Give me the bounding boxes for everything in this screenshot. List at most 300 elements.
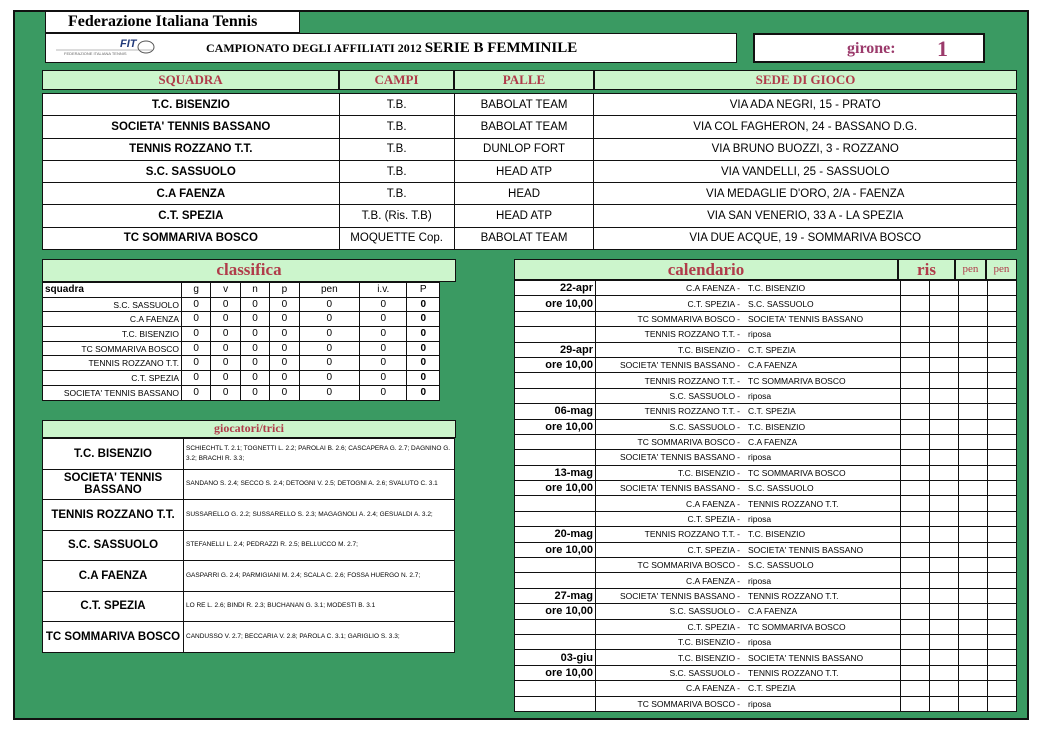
- giocatori-row: [43, 561, 455, 592]
- classifica-value: 0: [240, 371, 269, 386]
- match-result-2: [930, 573, 959, 588]
- match-pen-1: [959, 481, 988, 496]
- classifica-value: 0: [270, 385, 299, 400]
- match-home-team: TC SOMMARIVA BOSCO: [637, 437, 736, 448]
- classifica-value: 0: [360, 385, 407, 400]
- classifica-value: 0: [360, 312, 407, 327]
- calendario-row: [515, 373, 1017, 388]
- classifica-value: 0: [270, 371, 299, 386]
- match-away: S.C. SASSUOLO: [746, 296, 901, 311]
- classifica-section: [42, 259, 456, 407]
- match-home: [596, 588, 747, 603]
- match-pen-1: [959, 696, 988, 711]
- classifica-row: [43, 371, 440, 386]
- match-pen-2: [988, 311, 1017, 326]
- classifica-value: 0: [182, 297, 211, 312]
- girone-value: 1: [937, 36, 948, 61]
- match-date: [515, 573, 596, 588]
- match-home-team: SOCIETA' TENNIS BASSANO: [620, 360, 736, 371]
- match-result-2: [930, 634, 959, 649]
- team-row: [43, 116, 1017, 138]
- match-away: TC SOMMARIVA BOSCO: [746, 373, 901, 388]
- match-separator: -: [737, 514, 740, 525]
- match-date: [515, 450, 596, 465]
- team-palle: BABOLAT TEAM: [454, 227, 594, 249]
- match-result-2: [930, 511, 959, 526]
- classifica-value: 0: [299, 371, 359, 386]
- header-palle: PALLE: [454, 70, 594, 90]
- calendario-row: [515, 296, 1017, 311]
- giocatori-row: [43, 530, 455, 561]
- match-result-2: [930, 388, 959, 403]
- giocatori-row: [43, 500, 455, 531]
- match-pen-2: [988, 357, 1017, 372]
- classifica-value: 0: [211, 312, 240, 327]
- federation-title: Federazione Italiana Tennis: [45, 11, 300, 33]
- match-result-1: [901, 311, 930, 326]
- match-away: C.T. SPEZIA: [746, 342, 901, 357]
- match-pen-1: [959, 281, 988, 296]
- calendario-row: [515, 542, 1017, 557]
- girone-box: [753, 33, 985, 63]
- classifica-col-header: n: [240, 283, 269, 298]
- match-separator: -: [737, 283, 740, 294]
- match-pen-1: [959, 342, 988, 357]
- team-campi: T.B.: [339, 160, 454, 182]
- match-result-1: [901, 573, 930, 588]
- match-separator: -: [737, 637, 740, 648]
- classifica-col-header: v: [211, 283, 240, 298]
- calendario-row: [515, 281, 1017, 296]
- match-home: [596, 542, 747, 557]
- match-pen-2: [988, 619, 1017, 634]
- giocatori-team: TC SOMMARIVA BOSCO: [43, 622, 184, 653]
- match-result-1: [901, 588, 930, 603]
- match-date: ore 10,00: [515, 542, 596, 557]
- team-name: T.C. BISENZIO: [43, 94, 340, 116]
- classifica-value: 0: [240, 356, 269, 371]
- calendario-row: [515, 527, 1017, 542]
- match-date: [515, 327, 596, 342]
- match-date: [515, 388, 596, 403]
- match-result-2: [930, 588, 959, 603]
- match-away: TENNIS ROZZANO T.T.: [746, 665, 901, 680]
- team-row: [43, 183, 1017, 205]
- match-result-1: [901, 681, 930, 696]
- calendario-row: [515, 327, 1017, 342]
- classifica-value: 0: [360, 341, 407, 356]
- match-pen-2: [988, 481, 1017, 496]
- classifica-value: 0: [360, 371, 407, 386]
- match-result-1: [901, 296, 930, 311]
- match-home-team: T.C. BISENZIO: [678, 467, 736, 478]
- classifica-col-header: p: [270, 283, 299, 298]
- calendario-row: [515, 465, 1017, 480]
- match-home-team: TC SOMMARIVA BOSCO: [637, 313, 736, 324]
- classifica-value: 0: [182, 371, 211, 386]
- match-result-2: [930, 527, 959, 542]
- giocatori-row: [43, 591, 455, 622]
- giocatori-players: SUSSARELLO G. 2.2; SUSSARELLO S. 2.3; MAGAGNOLI A. 2.4; GESUALDI A. 3.2;: [184, 500, 455, 531]
- classifica-value: 0: [240, 312, 269, 327]
- team-sede: VIA BRUNO BUOZZI, 3 - ROZZANO: [594, 138, 1017, 160]
- team-palle: HEAD ATP: [454, 205, 594, 227]
- match-pen-2: [988, 681, 1017, 696]
- match-date: 29-apr: [515, 342, 596, 357]
- match-result-1: [901, 373, 930, 388]
- team-campi: T.B.: [339, 116, 454, 138]
- match-home: [596, 634, 747, 649]
- classifica-team: S.C. SASSUOLO: [43, 297, 182, 312]
- calendario-section: [514, 259, 1017, 712]
- classifica-title: classifica: [42, 259, 456, 282]
- match-pen-1: [959, 527, 988, 542]
- match-home-team: S.C. SASSUOLO: [669, 667, 736, 678]
- match-date: [515, 558, 596, 573]
- giocatori-players: GASPARRI G. 2.4; PARMIGIANI M. 2.4; SCALA C. 2.6; FOSSA HUERGO N. 2.7;: [184, 561, 455, 592]
- match-home: [596, 404, 747, 419]
- match-away: T.C. BISENZIO: [746, 527, 901, 542]
- match-home-team: SOCIETA' TENNIS BASSANO: [620, 483, 736, 494]
- match-home-team: T.C. BISENZIO: [678, 637, 736, 648]
- match-separator: -: [737, 606, 740, 617]
- match-pen-2: [988, 327, 1017, 342]
- calendario-row: [515, 558, 1017, 573]
- match-home: [596, 388, 747, 403]
- classifica-value: 0: [211, 341, 240, 356]
- calendario-header: [514, 259, 1017, 280]
- calendario-row: [515, 357, 1017, 372]
- giocatori-team: SOCIETA' TENNIS BASSANO: [43, 469, 184, 500]
- match-separator: -: [737, 298, 740, 309]
- classifica-value: 0: [240, 297, 269, 312]
- match-pen-1: [959, 404, 988, 419]
- match-home-team: TC SOMMARIVA BOSCO: [637, 560, 736, 571]
- match-separator: -: [737, 344, 740, 355]
- match-home: [596, 311, 747, 326]
- match-date: [515, 434, 596, 449]
- match-pen-2: [988, 404, 1017, 419]
- match-result-2: [930, 650, 959, 665]
- match-separator: -: [737, 652, 740, 663]
- calendario-row: [515, 434, 1017, 449]
- match-home-team: C.T. SPEZIA: [687, 514, 736, 525]
- team-sede: VIA SAN VENERIO, 33 A - LA SPEZIA: [594, 205, 1017, 227]
- match-home: [596, 481, 747, 496]
- team-campi: T.B.: [339, 183, 454, 205]
- calendario-row: [515, 481, 1017, 496]
- team-campi: T.B.: [339, 94, 454, 116]
- team-palle: HEAD ATP: [454, 160, 594, 182]
- calendario-row: [515, 681, 1017, 696]
- classifica-row: [43, 297, 440, 312]
- classifica-value: 0: [211, 371, 240, 386]
- match-result-1: [901, 511, 930, 526]
- match-result-2: [930, 342, 959, 357]
- giocatori-players: CANDUSSO V. 2.7; BECCARIA V. 2.8; PAROLA C. 3.1; GARIGLIO S. 3.3;: [184, 622, 455, 653]
- match-pen-2: [988, 542, 1017, 557]
- match-pen-2: [988, 388, 1017, 403]
- calendario-row: [515, 619, 1017, 634]
- match-home: [596, 681, 747, 696]
- classifica-team: TC SOMMARIVA BOSCO: [43, 341, 182, 356]
- match-home-team: TENNIS ROZZANO T.T.: [644, 375, 736, 386]
- match-away: C.A FAENZA: [746, 357, 901, 372]
- match-pen-1: [959, 573, 988, 588]
- pen-header-2: pen: [986, 259, 1017, 280]
- match-home: [596, 573, 747, 588]
- calendario-row: [515, 511, 1017, 526]
- match-pen-2: [988, 373, 1017, 388]
- match-result-2: [930, 558, 959, 573]
- match-result-1: [901, 404, 930, 419]
- calendario-row: [515, 665, 1017, 680]
- match-away: SOCIETA' TENNIS BASSANO: [746, 650, 901, 665]
- calendario-row: [515, 419, 1017, 434]
- giocatori-players: SANDANO S. 2.4; SECCO S. 2.4; DETOGNI V. 2.5; DETOGNI A. 2.6; SVALUTO C. 3.1: [184, 469, 455, 500]
- match-home: [596, 327, 747, 342]
- classifica-col-header: g: [182, 283, 211, 298]
- match-date: [515, 634, 596, 649]
- calendario-row: [515, 342, 1017, 357]
- match-pen-2: [988, 296, 1017, 311]
- match-result-2: [930, 450, 959, 465]
- championship-prefix: CAMPIONATO DEGLI AFFILIATI 2012: [206, 41, 422, 55]
- classifica-row: [43, 341, 440, 356]
- match-pen-1: [959, 357, 988, 372]
- match-result-1: [901, 465, 930, 480]
- match-date: [515, 696, 596, 711]
- match-date: ore 10,00: [515, 665, 596, 680]
- classifica-value: 0: [407, 356, 440, 371]
- giocatori-row: [43, 622, 455, 653]
- team-campi: MOQUETTE Cop.: [339, 227, 454, 249]
- match-home-team: T.C. BISENZIO: [678, 344, 736, 355]
- match-result-2: [930, 419, 959, 434]
- match-separator: -: [737, 544, 740, 555]
- match-result-2: [930, 604, 959, 619]
- classifica-value: 0: [299, 327, 359, 342]
- team-palle: HEAD: [454, 183, 594, 205]
- giocatori-team: T.C. BISENZIO: [43, 439, 184, 470]
- match-separator: -: [737, 591, 740, 601]
- calendario-row: [515, 604, 1017, 619]
- championship-header: [45, 33, 737, 63]
- classifica-value: 0: [360, 297, 407, 312]
- match-result-1: [901, 665, 930, 680]
- classifica-value: 0: [270, 327, 299, 342]
- giocatori-row: [43, 469, 455, 500]
- pen-header-1: pen: [955, 259, 986, 280]
- match-pen-1: [959, 542, 988, 557]
- match-pen-2: [988, 650, 1017, 665]
- giocatori-section: [42, 420, 456, 653]
- match-separator: -: [737, 575, 740, 586]
- match-home: [596, 419, 747, 434]
- match-pen-2: [988, 465, 1017, 480]
- match-date: [515, 373, 596, 388]
- match-result-1: [901, 496, 930, 511]
- classifica-value: 0: [360, 356, 407, 371]
- match-pen-2: [988, 419, 1017, 434]
- match-separator: -: [737, 406, 740, 417]
- match-date: ore 10,00: [515, 357, 596, 372]
- match-home-team: C.T. SPEZIA: [687, 621, 736, 632]
- match-result-2: [930, 465, 959, 480]
- logo-caption: FEDERAZIONE ITALIANA TENNIS: [64, 51, 127, 56]
- match-pen-2: [988, 281, 1017, 296]
- giocatori-team: C.T. SPEZIA: [43, 591, 184, 622]
- match-date: [515, 619, 596, 634]
- match-home-team: TENNIS ROZZANO T.T.: [644, 406, 736, 417]
- team-palle: BABOLAT TEAM: [454, 116, 594, 138]
- match-pen-1: [959, 681, 988, 696]
- match-home: [596, 558, 747, 573]
- giocatori-team: S.C. SASSUOLO: [43, 530, 184, 561]
- match-home: [596, 496, 747, 511]
- match-pen-1: [959, 450, 988, 465]
- classifica-value: 0: [407, 341, 440, 356]
- match-result-2: [930, 434, 959, 449]
- match-pen-2: [988, 434, 1017, 449]
- classifica-team: C.A FAENZA: [43, 312, 182, 327]
- match-result-2: [930, 327, 959, 342]
- classifica-team: T.C. BISENZIO: [43, 327, 182, 342]
- classifica-row: [43, 312, 440, 327]
- classifica-value: 0: [182, 327, 211, 342]
- match-pen-2: [988, 450, 1017, 465]
- match-home-team: C.A FAENZA: [686, 575, 736, 586]
- match-pen-1: [959, 665, 988, 680]
- classifica-value: 0: [407, 371, 440, 386]
- ris-header: ris: [898, 259, 955, 280]
- match-result-1: [901, 527, 930, 542]
- team-name: C.T. SPEZIA: [43, 205, 340, 227]
- match-date: 27-mag: [515, 588, 596, 603]
- match-away: C.A FAENZA: [746, 434, 901, 449]
- match-away: C.T. SPEZIA: [746, 681, 901, 696]
- match-pen-1: [959, 511, 988, 526]
- match-result-1: [901, 542, 930, 557]
- classifica-value: 0: [299, 356, 359, 371]
- match-result-2: [930, 696, 959, 711]
- classifica-value: 0: [299, 341, 359, 356]
- match-date: 20-mag: [515, 527, 596, 542]
- team-campi: T.B. (Ris. T.B): [339, 205, 454, 227]
- classifica-team: TENNIS ROZZANO T.T.: [43, 356, 182, 371]
- classifica-col-header: i.v.: [360, 283, 407, 298]
- calendario-row: [515, 311, 1017, 326]
- match-away: SOCIETA' TENNIS BASSANO: [746, 311, 901, 326]
- match-separator: -: [737, 698, 740, 709]
- match-separator: -: [737, 437, 740, 448]
- match-date: [515, 311, 596, 326]
- match-result-2: [930, 404, 959, 419]
- match-home-team: TENNIS ROZZANO T.T.: [644, 329, 736, 340]
- classifica-team: SOCIETA' TENNIS BASSANO: [43, 385, 182, 400]
- championship-title: [206, 40, 577, 57]
- match-pen-2: [988, 527, 1017, 542]
- classifica-value: 0: [270, 297, 299, 312]
- match-away: riposa: [746, 634, 901, 649]
- match-result-1: [901, 357, 930, 372]
- match-home-team: S.C. SASSUOLO: [669, 390, 736, 401]
- calendario-title: calendario: [514, 259, 898, 280]
- match-result-1: [901, 696, 930, 711]
- classifica-value: 0: [299, 297, 359, 312]
- match-home-team: T.C. BISENZIO: [678, 652, 736, 663]
- logo-text: FIT: [120, 38, 137, 50]
- match-home: [596, 604, 747, 619]
- classifica-value: 0: [182, 356, 211, 371]
- match-away: S.C. SASSUOLO: [746, 481, 901, 496]
- match-pen-1: [959, 496, 988, 511]
- match-pen-1: [959, 388, 988, 403]
- match-pen-2: [988, 588, 1017, 603]
- match-result-1: [901, 434, 930, 449]
- match-away: TENNIS ROZZANO T.T.: [746, 588, 901, 603]
- match-date: 13-mag: [515, 465, 596, 480]
- match-away: riposa: [746, 388, 901, 403]
- match-pen-2: [988, 573, 1017, 588]
- fit-logo: [52, 37, 157, 59]
- match-pen-1: [959, 619, 988, 634]
- match-away: riposa: [746, 327, 901, 342]
- match-home: [596, 465, 747, 480]
- match-date: [515, 681, 596, 696]
- calendario-row: [515, 496, 1017, 511]
- match-separator: -: [737, 529, 740, 540]
- team-name: S.C. SASSUOLO: [43, 160, 340, 182]
- match-pen-1: [959, 419, 988, 434]
- calendario-table: [514, 280, 1017, 712]
- classifica-value: 0: [407, 297, 440, 312]
- giocatori-players: SCHIECHTL T. 2.1; TOGNETTI L. 2.2; PAROLAI B. 2.6; CASCAPERA G. 2.7; DAGNINO G. 3.2; BRACHI R. 3.3;: [184, 439, 455, 470]
- match-separator: -: [737, 483, 740, 494]
- team-sede: VIA MEDAGLIE D'ORO, 2/A - FAENZA: [594, 183, 1017, 205]
- match-pen-1: [959, 434, 988, 449]
- match-home: [596, 373, 747, 388]
- match-result-1: [901, 450, 930, 465]
- match-result-2: [930, 496, 959, 511]
- team-row: [43, 94, 1017, 116]
- match-pen-2: [988, 696, 1017, 711]
- match-pen-1: [959, 634, 988, 649]
- match-result-2: [930, 296, 959, 311]
- match-result-2: [930, 481, 959, 496]
- match-result-1: [901, 619, 930, 634]
- match-pen-2: [988, 496, 1017, 511]
- match-home: [596, 434, 747, 449]
- giocatori-team: C.A FAENZA: [43, 561, 184, 592]
- match-away: riposa: [746, 696, 901, 711]
- match-separator: -: [737, 621, 740, 632]
- match-pen-2: [988, 511, 1017, 526]
- teams-table: [42, 93, 1017, 250]
- match-separator: -: [737, 683, 740, 694]
- match-separator: -: [737, 390, 740, 401]
- match-pen-1: [959, 650, 988, 665]
- team-name: C.A FAENZA: [43, 183, 340, 205]
- match-date: [515, 496, 596, 511]
- calendario-row: [515, 388, 1017, 403]
- match-home-team: S.C. SASSUOLO: [669, 421, 736, 432]
- match-pen-2: [988, 634, 1017, 649]
- match-pen-1: [959, 558, 988, 573]
- calendario-row: [515, 588, 1017, 603]
- match-home: [596, 450, 747, 465]
- match-separator: -: [737, 667, 740, 678]
